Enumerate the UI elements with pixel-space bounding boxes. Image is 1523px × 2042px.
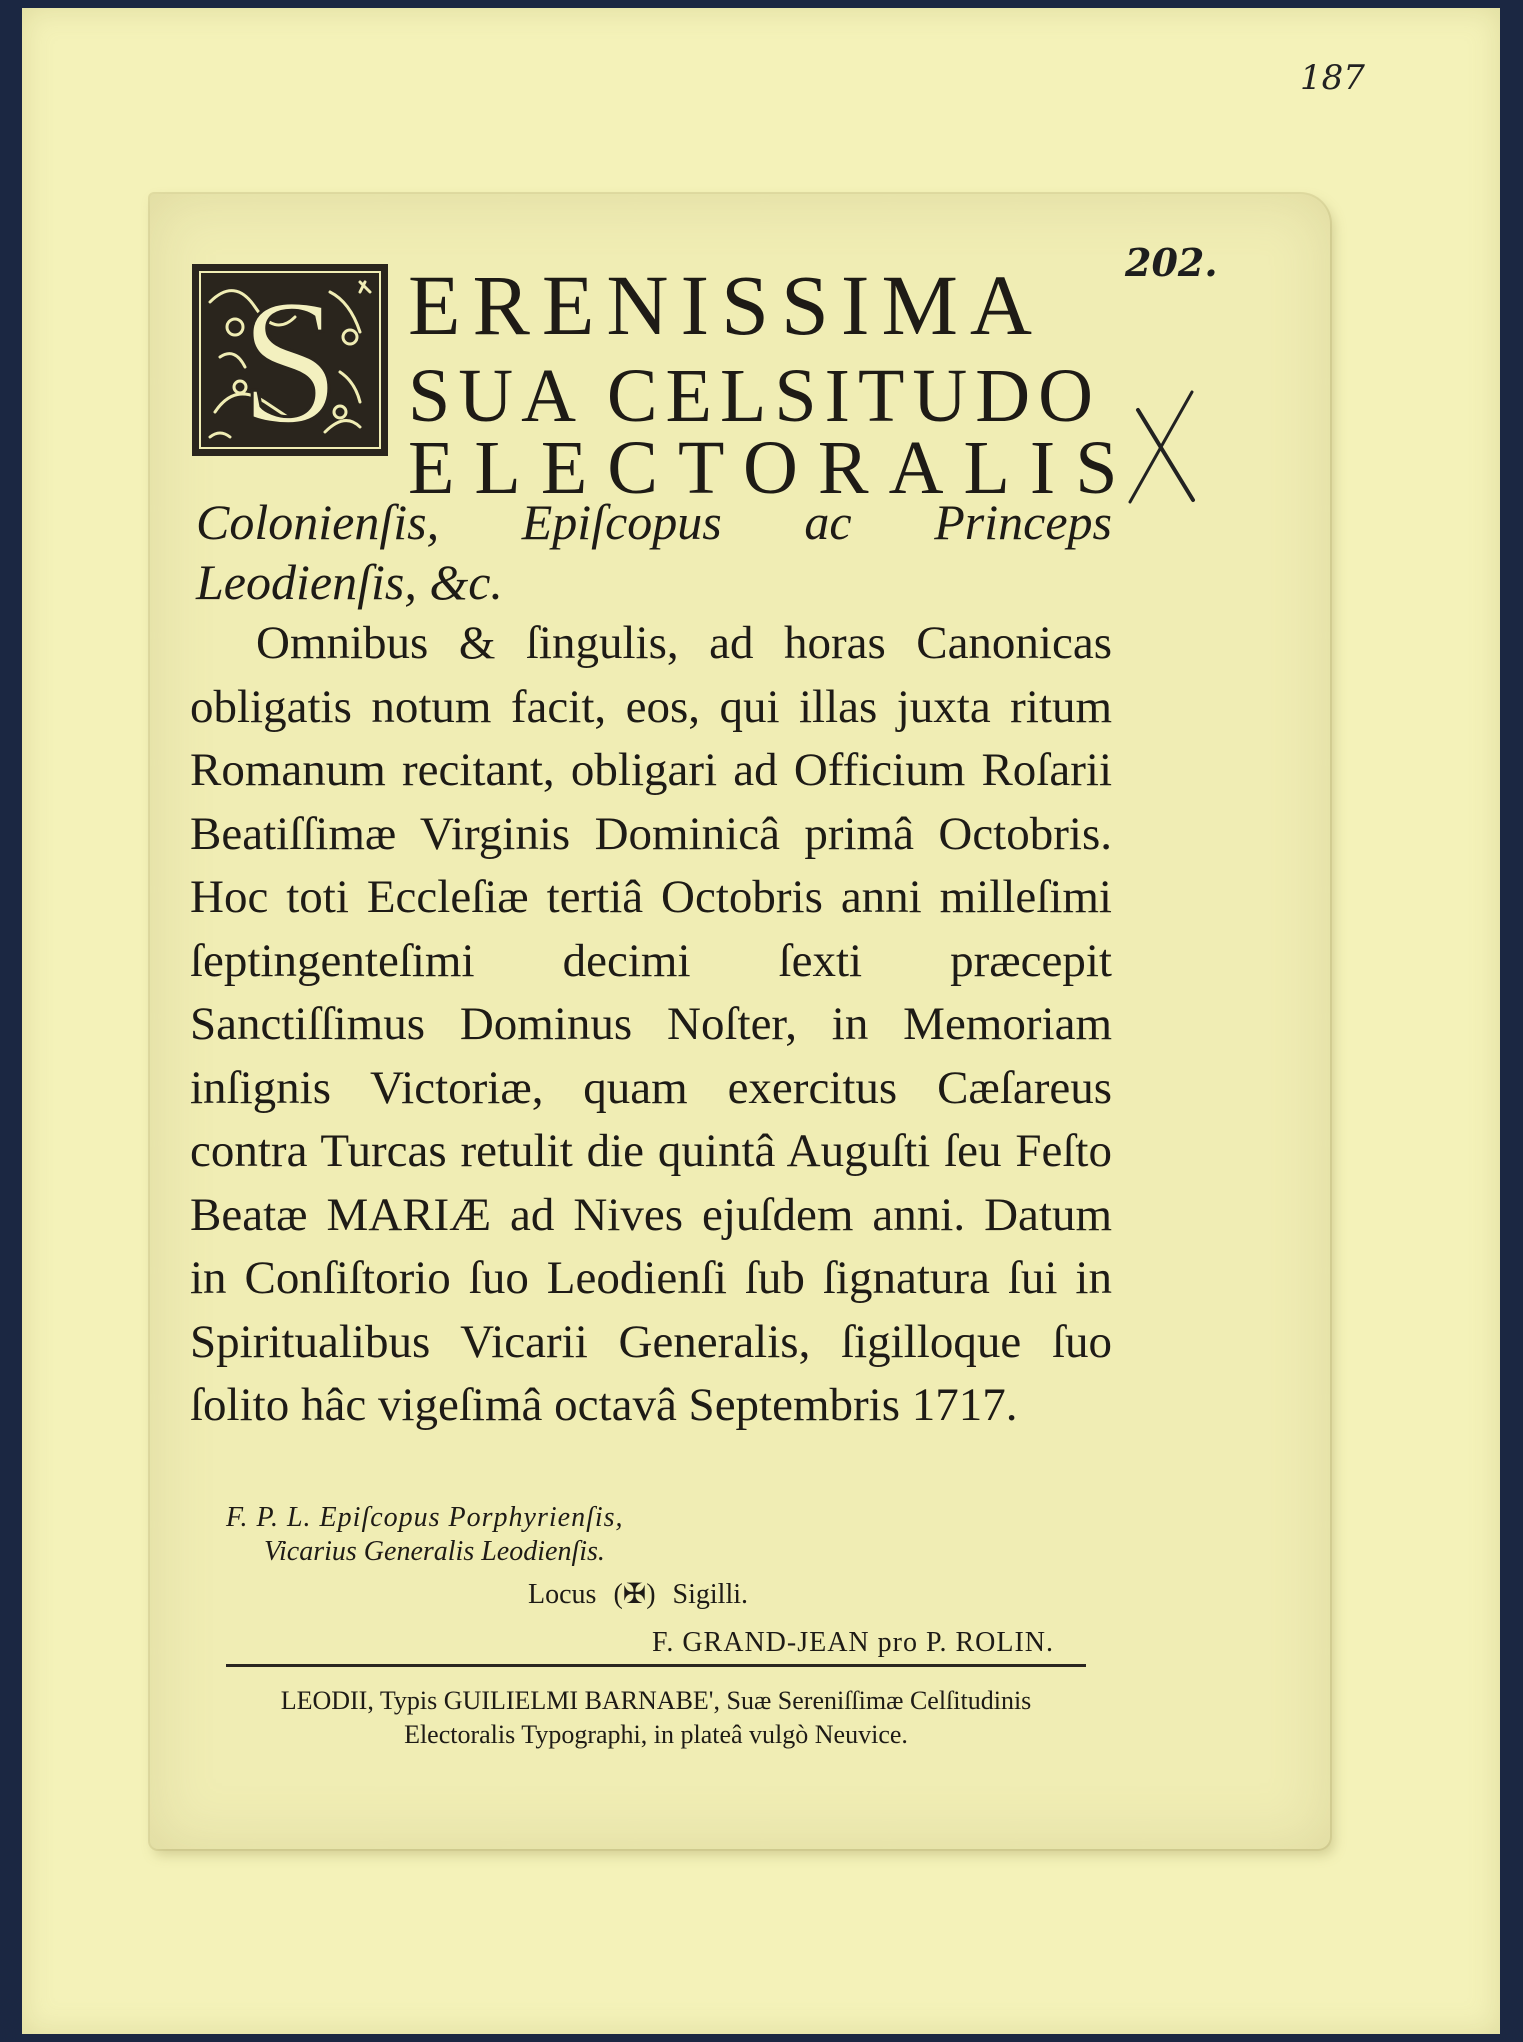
signatory-name: F. P. L. Epiſcopus Porphyrienſis, <box>226 1502 624 1533</box>
drop-cap-ornament <box>190 262 390 458</box>
printer-imprint <box>226 1684 1086 1752</box>
x-stroke-long <box>1138 410 1193 500</box>
imprint-line-1: LEODII, Typis GUILIELMI BARNABE', Suæ Sereniſſimæ Celſitudinis <box>280 1686 1032 1715</box>
seal-sigilli-text: Sigilli. <box>672 1579 749 1610</box>
ornamental-drop-cap <box>190 262 390 458</box>
scribe-attribution: F. GRAND-JEAN pro P. ROLIN. <box>652 1627 1054 1658</box>
decree-body: Omnibus & ſingulis, ad horas Canonicas obligatis notum facit, eos, qui illas juxta ritum Romanum recitant, obligari ad Officium Roſarii Beatiſſimæ Virginis Dominicâ primâ Octobris. Hoc toti Eccleſiæ tertiâ Octobris anni milleſimi ſeptingenteſimi decimi ſexti præcepit Sanctiſſimus Dominus Noſter, in Memoriam inſignis Victoriæ, quam exercitus Cæſareus contra Turcas retulit die quintâ Auguſti ſeu Feſto Beatæ MARIÆ ad Nives ejuſdem anni. Datum in Conſiſtorio ſuo Leodienſi ſub ſignatura ſui in Spiritualibus Vicarii Generalis, ſigilloque ſuo ſolito hâc vigeſimâ octavâ Septembris 1717. <box>190 617 1112 1431</box>
decree-subtitle: Colonienſis, Epiſcopus ac Princeps Leodienſis, &c. <box>196 494 1112 610</box>
seal-location <box>528 1577 748 1611</box>
title-line-1: ERENISSIMA <box>408 257 1045 353</box>
title-line-2: SUA CELSITUDO <box>408 354 1102 438</box>
seal-locus-text: Locus <box>528 1579 597 1610</box>
title-line-3: ELECTORALIS <box>408 426 1138 510</box>
seal-cross-icon: (✠) <box>613 1579 656 1610</box>
imprint-divider <box>226 1664 1086 1667</box>
imprint-line-2: Electoralis Typographi, in plateâ vulgò Neuvice. <box>404 1720 908 1749</box>
drop-cap-letter: S <box>239 262 341 458</box>
signatory-title: Vicarius Generalis Leodienſis. <box>264 1536 605 1567</box>
handwritten-number: 202. <box>1125 240 1218 285</box>
folio-number: 187 <box>1300 58 1365 98</box>
